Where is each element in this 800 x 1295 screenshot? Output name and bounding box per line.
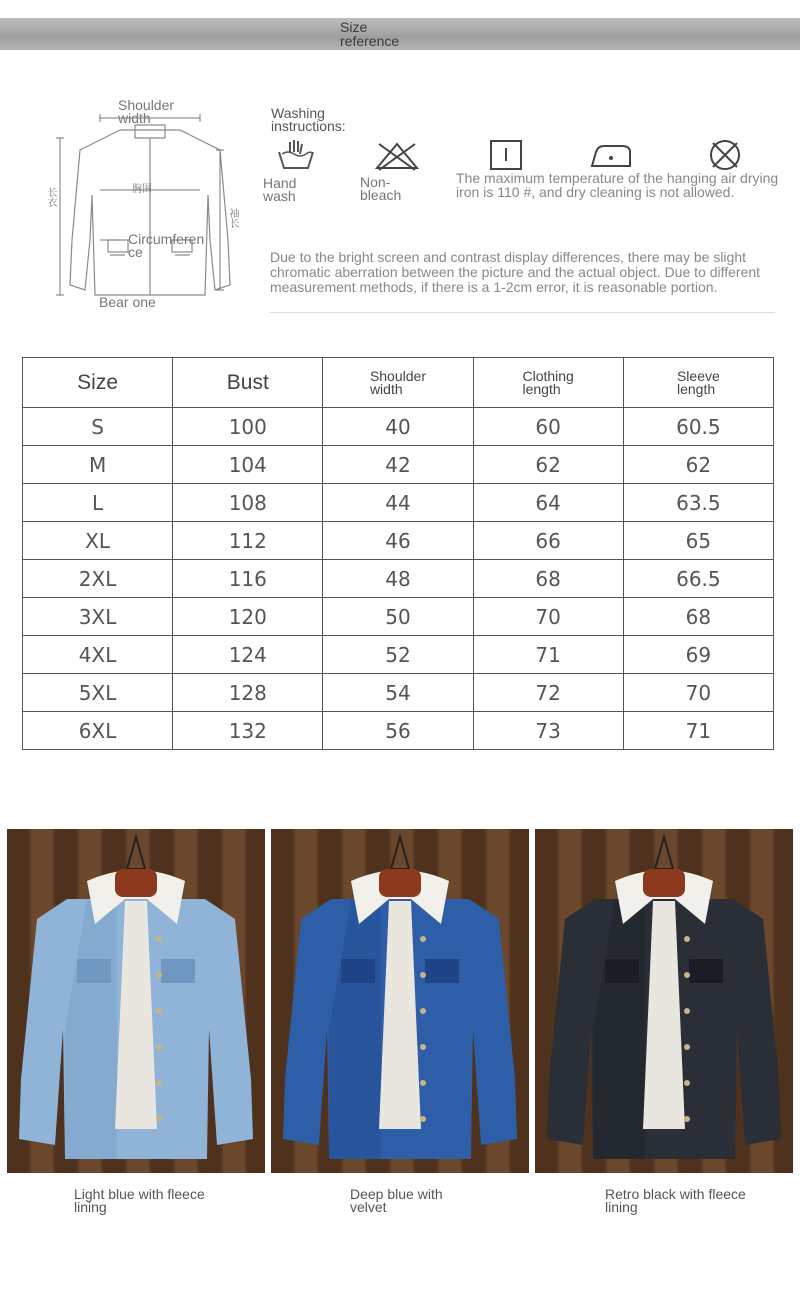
table-row [23, 484, 774, 522]
table-row [23, 446, 774, 484]
cell-clothing-length: 62 [473, 446, 623, 484]
cell-sleeve-length: 62 [623, 446, 773, 484]
cell-sleeve-length: 71 [623, 712, 773, 750]
cell-shoulder-width: 54 [323, 674, 473, 712]
hand-wash-icon [276, 138, 316, 179]
cell-size: 5XL [23, 674, 173, 712]
cell-size: XL [23, 522, 173, 560]
table-row [23, 408, 774, 446]
header-sleeve-length: Sleeve length [623, 358, 773, 408]
header-clothing-length: Clothing length [473, 358, 623, 408]
hand-wash-label: Hand wash [263, 175, 297, 204]
cell-bust: 124 [173, 636, 323, 674]
jacket-photo-icon [271, 829, 529, 1173]
cell-clothing-length: 60 [473, 408, 623, 446]
cell-clothing-length: 73 [473, 712, 623, 750]
cell-sleeve-length: 66.5 [623, 560, 773, 598]
product-photo-retro-black [535, 829, 793, 1173]
cell-shoulder-width: 56 [323, 712, 473, 750]
bear-one-label: Bear one [99, 294, 156, 310]
header-shoulder-width: Shoulder width [323, 358, 473, 408]
banner-title [340, 20, 399, 48]
cell-shoulder-width: 50 [323, 598, 473, 636]
caption-deep-blue: Deep blue with velvet [350, 1186, 443, 1215]
cell-clothing-length: 71 [473, 636, 623, 674]
sleeve-cn-label: 袖长 [227, 208, 238, 228]
banner-title-line2: reference [340, 33, 400, 49]
cell-clothing-length: 64 [473, 484, 623, 522]
cell-shoulder-width: 44 [323, 484, 473, 522]
table-row [23, 598, 774, 636]
cell-clothing-length: 68 [473, 560, 623, 598]
cell-bust: 108 [173, 484, 323, 522]
cell-size: L [23, 484, 173, 522]
cell-bust: 100 [173, 408, 323, 446]
measurement-diagram [40, 90, 260, 310]
no-bleach-label: Non- bleach [360, 174, 402, 203]
cell-size: 3XL [23, 598, 173, 636]
jacket-photo-icon [535, 829, 793, 1173]
cell-sleeve-length: 70 [623, 674, 773, 712]
cell-sleeve-length: 65 [623, 522, 773, 560]
disclaimer-text: Due to the bright screen and contrast display differences, there may be slight chromatic aberration between the picture and the actual object. Due to different measurement methods, if there is a 1-2cm error, it is reasonable portion. [270, 249, 761, 295]
cell-size: 4XL [23, 636, 173, 674]
table-row [23, 522, 774, 560]
size-reference-banner [0, 18, 800, 50]
cell-size: M [23, 446, 173, 484]
cell-shoulder-width: 42 [323, 446, 473, 484]
table-row [23, 674, 774, 712]
size-table-header-row [23, 358, 774, 408]
cell-sleeve-length: 69 [623, 636, 773, 674]
cell-bust: 104 [173, 446, 323, 484]
size-table [22, 357, 774, 750]
length-cn-label: 长衣 [45, 187, 56, 207]
cell-shoulder-width: 40 [323, 408, 473, 446]
cell-shoulder-width: 52 [323, 636, 473, 674]
chest-cn-label: 胸围 [132, 184, 152, 195]
cell-clothing-length: 70 [473, 598, 623, 636]
banner-title-line1: Size [340, 19, 368, 35]
cell-bust: 132 [173, 712, 323, 750]
cell-size: 6XL [23, 712, 173, 750]
cell-sleeve-length: 63.5 [623, 484, 773, 522]
cell-sleeve-length: 68 [623, 598, 773, 636]
cell-bust: 116 [173, 560, 323, 598]
washing-note: The maximum temperature of the hanging air drying iron is 110 #, and dry cleaning is not allowed. [456, 170, 779, 200]
cell-sleeve-length: 60.5 [623, 408, 773, 446]
header-size: Size [23, 358, 173, 408]
cell-bust: 112 [173, 522, 323, 560]
cell-clothing-length: 66 [473, 522, 623, 560]
cell-shoulder-width: 48 [323, 560, 473, 598]
cell-shoulder-width: 46 [323, 522, 473, 560]
washing-title: Washing instructions: [271, 105, 346, 134]
jacket-photo-icon [7, 829, 265, 1173]
divider [270, 312, 775, 313]
table-row [23, 636, 774, 674]
shoulder-width-label: Shoulder width [118, 97, 175, 126]
cell-size: 2XL [23, 560, 173, 598]
cell-size: S [23, 408, 173, 446]
product-photo-deep-blue [271, 829, 529, 1173]
no-bleach-icon [374, 140, 420, 177]
table-row [23, 712, 774, 750]
cell-bust: 128 [173, 674, 323, 712]
caption-retro-black: Retro black with fleece lining [605, 1186, 746, 1215]
circumference-label: Circumferen ce [128, 231, 205, 260]
product-photo-light-blue [7, 829, 265, 1173]
header-bust: Bust [173, 358, 323, 408]
cell-bust: 120 [173, 598, 323, 636]
table-row [23, 560, 774, 598]
caption-light-blue: Light blue with fleece lining [74, 1186, 205, 1215]
cell-clothing-length: 72 [473, 674, 623, 712]
